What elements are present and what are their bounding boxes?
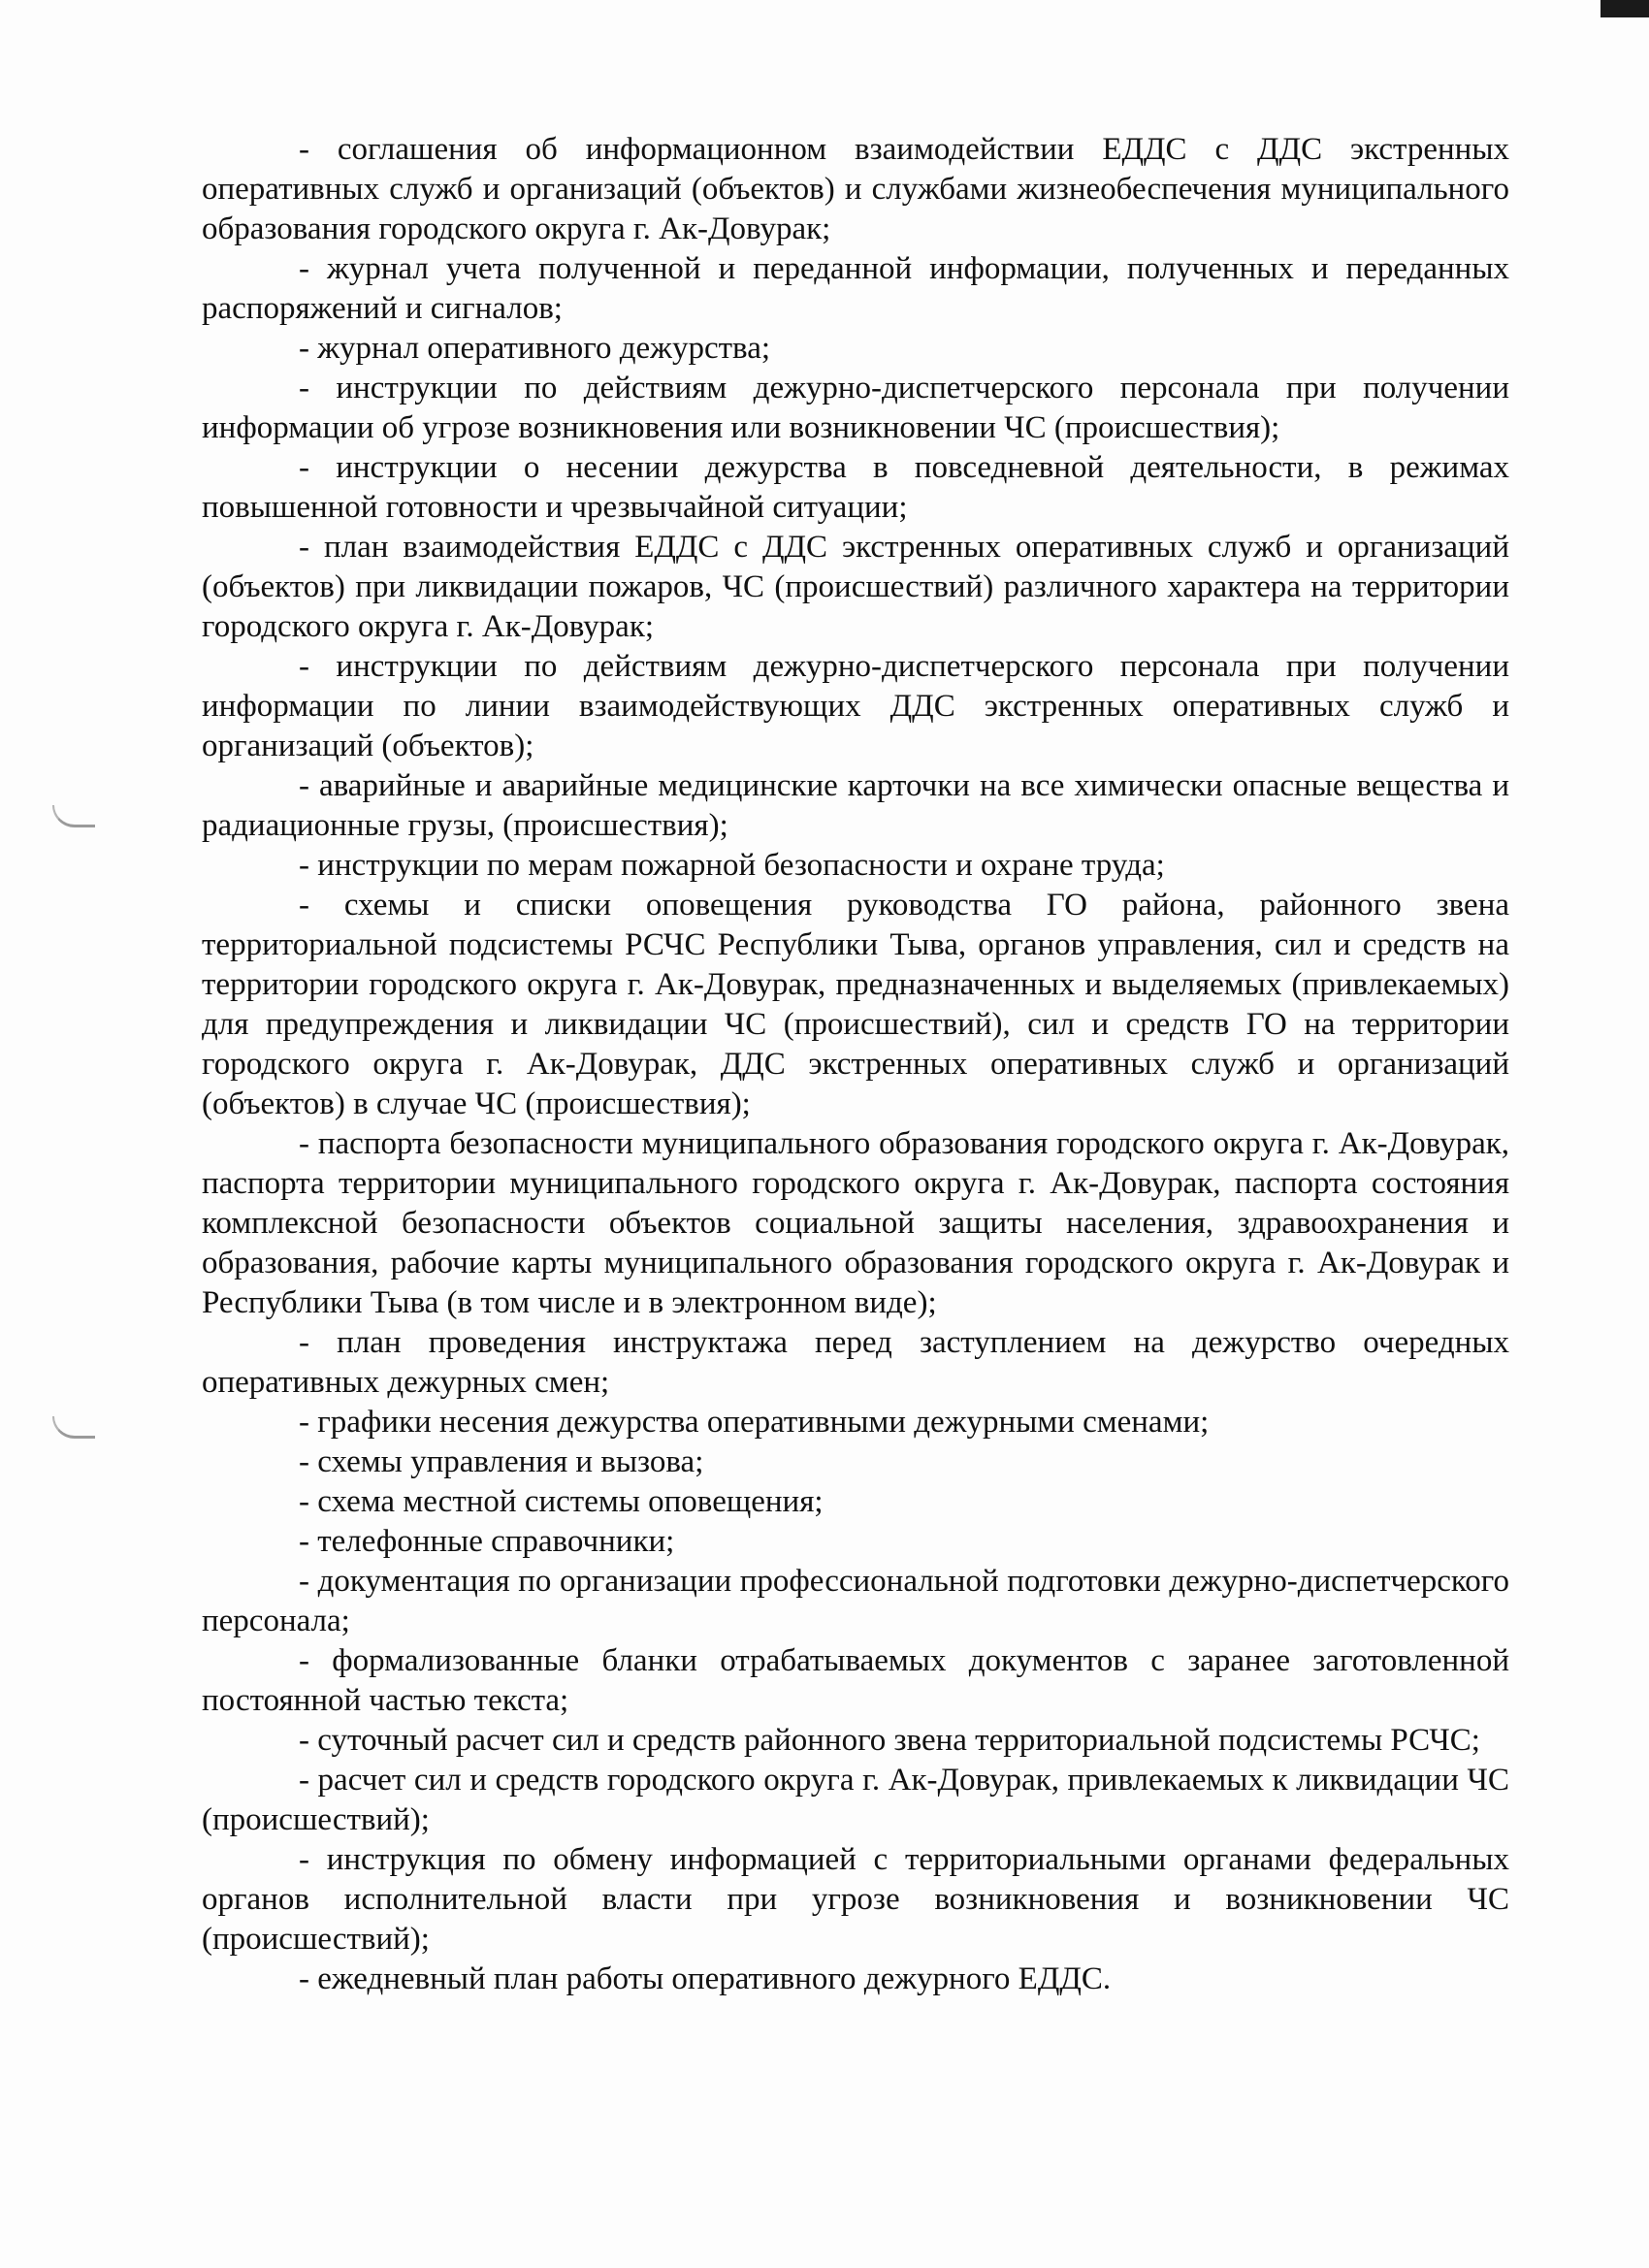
list-item: - соглашения об информационном взаимодействии ЕДДС с ДДС экстренных оперативных служб и организаций (объектов) и службами жизнеобеспечения муниципального образования городского округа г. Ак-Довурак;: [202, 132, 1509, 246]
list-item: - план проведения инструктажа перед заступлением на дежурство очередных оперативных дежурных смен;: [202, 1325, 1509, 1400]
list-item: - телефонные справочники;: [299, 1524, 675, 1559]
list-item: - суточный расчет сил и средств районного звена территориальной подсистемы РСЧС;: [299, 1723, 1480, 1758]
list-item: - инструкции по действиям дежурно-диспетчерского персонала при получении информации по линии взаимодействующих ДДС экстренных оперативных служб и организаций (объектов);: [202, 649, 1509, 763]
list-item: - паспорта безопасности муниципального образования городского округа г. Ак-Довурак, паспорта территории муниципального городского округа г. Ак-Довурак, паспорта состояния комплексной безопасности объектов социальной защиты населения, здравоохранения и образования, рабочие карты муниципального образования городского округа г. Ак-Довурак и Республики Тыва (в том числе и в электронном виде);: [202, 1126, 1509, 1320]
punch-hole-mark: [52, 805, 95, 827]
list-item: - формализованные бланки отрабатываемых документов с заранее заготовленной постоянной частью текста;: [202, 1643, 1509, 1718]
list-item: - схемы и списки оповещения руководства ГО района, районного звена территориальной подсистемы РСЧС Республики Тыва, органов управления, сил и средств на территории городского округа г. Ак-Довурак, предназначенных и выделяемых (привлекаемых) для предупреждения и ликвидации ЧС (происшествий), сил и средств ГО на территории городского округа г. Ак-Довурак, ДДС экстренных оперативных служб и организаций (объектов) в случае ЧС (происшествия);: [202, 888, 1509, 1121]
list-item: - журнал учета полученной и переданной информации, полученных и переданных распоряжений и сигналов;: [202, 251, 1509, 326]
list-item: - план взаимодействия ЕДДС с ДДС экстренных оперативных служб и организаций (объектов) при ликвидации пожаров, ЧС (происшествий) различного характера на территории городского округа г. Ак-Довурак;: [202, 530, 1509, 644]
scan-corner-mark: [1600, 0, 1649, 17]
list-item: - графики несения дежурства оперативными дежурными сменами;: [299, 1405, 1210, 1440]
list-item: - ежедневный план работы оперативного дежурного ЕДДС.: [299, 1961, 1112, 1996]
list-item: - журнал оперативного дежурства;: [299, 331, 771, 366]
list-item: - инструкции по мерам пожарной безопасности и охране труда;: [299, 848, 1165, 883]
list-item: - инструкция по обмену информацией с территориальными органами федеральных органов исполнительной власти при угрозе возникновения и возникновении ЧС (происшествий);: [202, 1842, 1509, 1957]
list-item: - инструкции по действиям дежурно-диспетчерского персонала при получении информации об угрозе возникновения или возникновении ЧС (происшествия);: [202, 371, 1509, 445]
list-item: - расчет сил и средств городского округа г. Ак-Довурак, привлекаемых к ликвидации ЧС (происшествий);: [202, 1763, 1509, 1837]
list-item: - инструкции о несении дежурства в повседневной деятельности, в режимах повышенной готовности и чрезвычайной ситуации;: [202, 450, 1509, 525]
list-item: - аварийные и аварийные медицинские карточки на все химически опасные вещества и радиационные грузы, (происшествия);: [202, 768, 1509, 843]
document-body: [202, 130, 1509, 1999]
list-item: - схема местной системы оповещения;: [299, 1484, 824, 1519]
list-item: - документация по организации профессиональной подготовки дежурно-диспетчерского персонала;: [202, 1564, 1509, 1638]
punch-hole-mark: [52, 1416, 95, 1439]
list-item: - схемы управления и вызова;: [299, 1444, 704, 1479]
